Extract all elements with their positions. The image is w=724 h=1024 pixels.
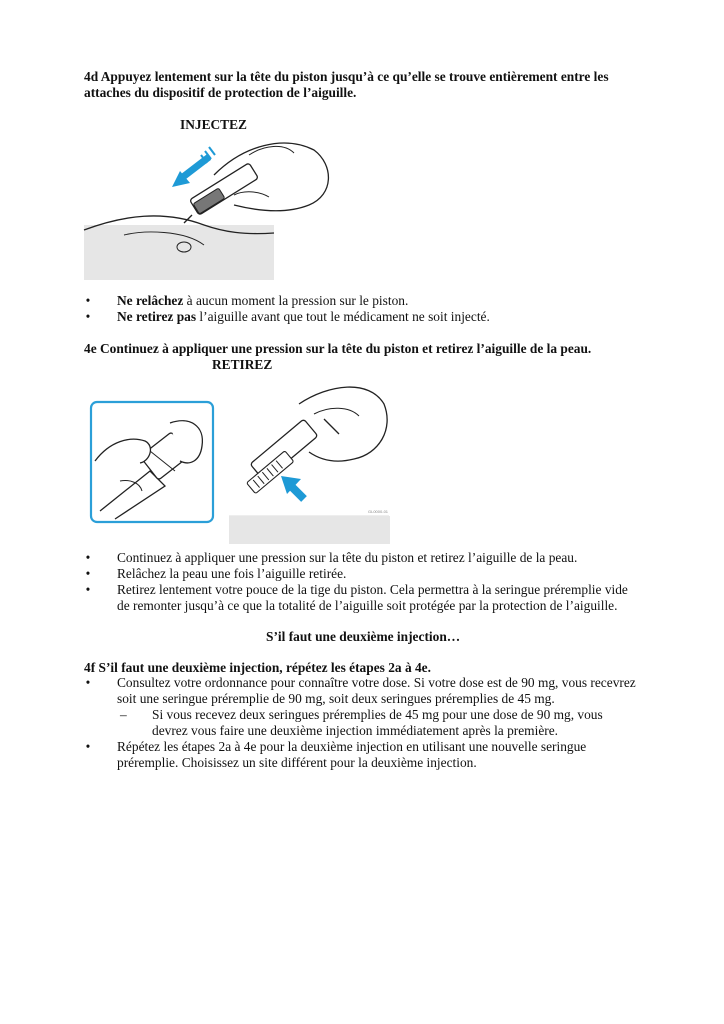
list-item-4d-1: Ne relâchez à aucun moment la pression sur le piston. (117, 293, 409, 308)
list-item-4f-1-line-1: Consultez votre ordonnance pour connaître votre dose. Si votre dose est de 90 mg, vous recevrez (117, 675, 636, 690)
step-4f-heading: 4f S’il faut une deuxième injection, répétez les étapes 2a à 4e. (84, 660, 431, 675)
section-title: S’il faut une deuxième injection… (266, 629, 461, 644)
list-item-4f-2-line-1: Répétez les étapes 2a à 4e pour la deuxième injection en utilisant une nouvelle seringue (117, 739, 587, 754)
inject-illustration (84, 135, 344, 280)
list-item-4e-3-line-2: de remonter jusqu’à ce que la totalité de l’aiguille soit protégée par la protection de l’aiguille. (117, 598, 618, 613)
figure-shading (229, 516, 390, 544)
bullet-marker: • (85, 309, 91, 324)
sub-item-line-1: Si vous recevez deux seringues préremplies de 45 mg pour une dose de 90 mg, vous (152, 707, 603, 722)
step-4d-line-2: attaches du dispositif de protection de l’aiguille. (84, 85, 357, 100)
bullet-marker: • (85, 582, 91, 597)
bullet-marker: • (85, 566, 91, 581)
list-item-4d-2: Ne retirez pas l’aiguille avant que tout le médicament ne soit injecté. (117, 309, 490, 324)
bullet-marker: • (85, 675, 91, 690)
list-item-4f-1-line-2: soit une seringue préremplie de 90 mg, soit deux seringues préremplies de 45 mg. (117, 691, 555, 706)
list-item-4e-1: Continuez à appliquer une pression sur la tête du piston et retirez l’aiguille de la peau. (117, 550, 578, 565)
dash-marker: – (120, 707, 127, 722)
step-4e-heading: 4e Continuez à appliquer une pression sur la tête du piston et retirez l’aiguille de la peau. (84, 341, 592, 356)
step-4d-line-1: 4d Appuyez lentement sur la tête du piston jusqu’à ce qu’elle se trouve entièrement entre les (84, 69, 609, 84)
figure-code: GL0000-01 (368, 509, 389, 514)
sub-item-line-2: devrez vous faire une deuxième injection immédiatement après la première. (152, 723, 559, 738)
bullet-marker: • (85, 293, 91, 308)
injectez-label: INJECTEZ (180, 117, 247, 132)
bullet-marker: • (85, 739, 91, 754)
list-item-4e-2: Relâchez la peau une fois l’aiguille retirée. (117, 566, 347, 581)
hand-syringe-illustration (229, 384, 389, 519)
retirez-label: RETIREZ (212, 357, 273, 372)
needle-guard-illustration (90, 401, 214, 523)
list-item-4e-3-line-1: Retirez lentement votre pouce de la tige du piston. Cela permettra à la seringue préremplie vide (117, 582, 628, 597)
list-item-4f-2-line-2: préremplie. Choisissez un site différent pour la deuxième injection. (117, 755, 477, 770)
bullet-marker: • (85, 550, 91, 565)
